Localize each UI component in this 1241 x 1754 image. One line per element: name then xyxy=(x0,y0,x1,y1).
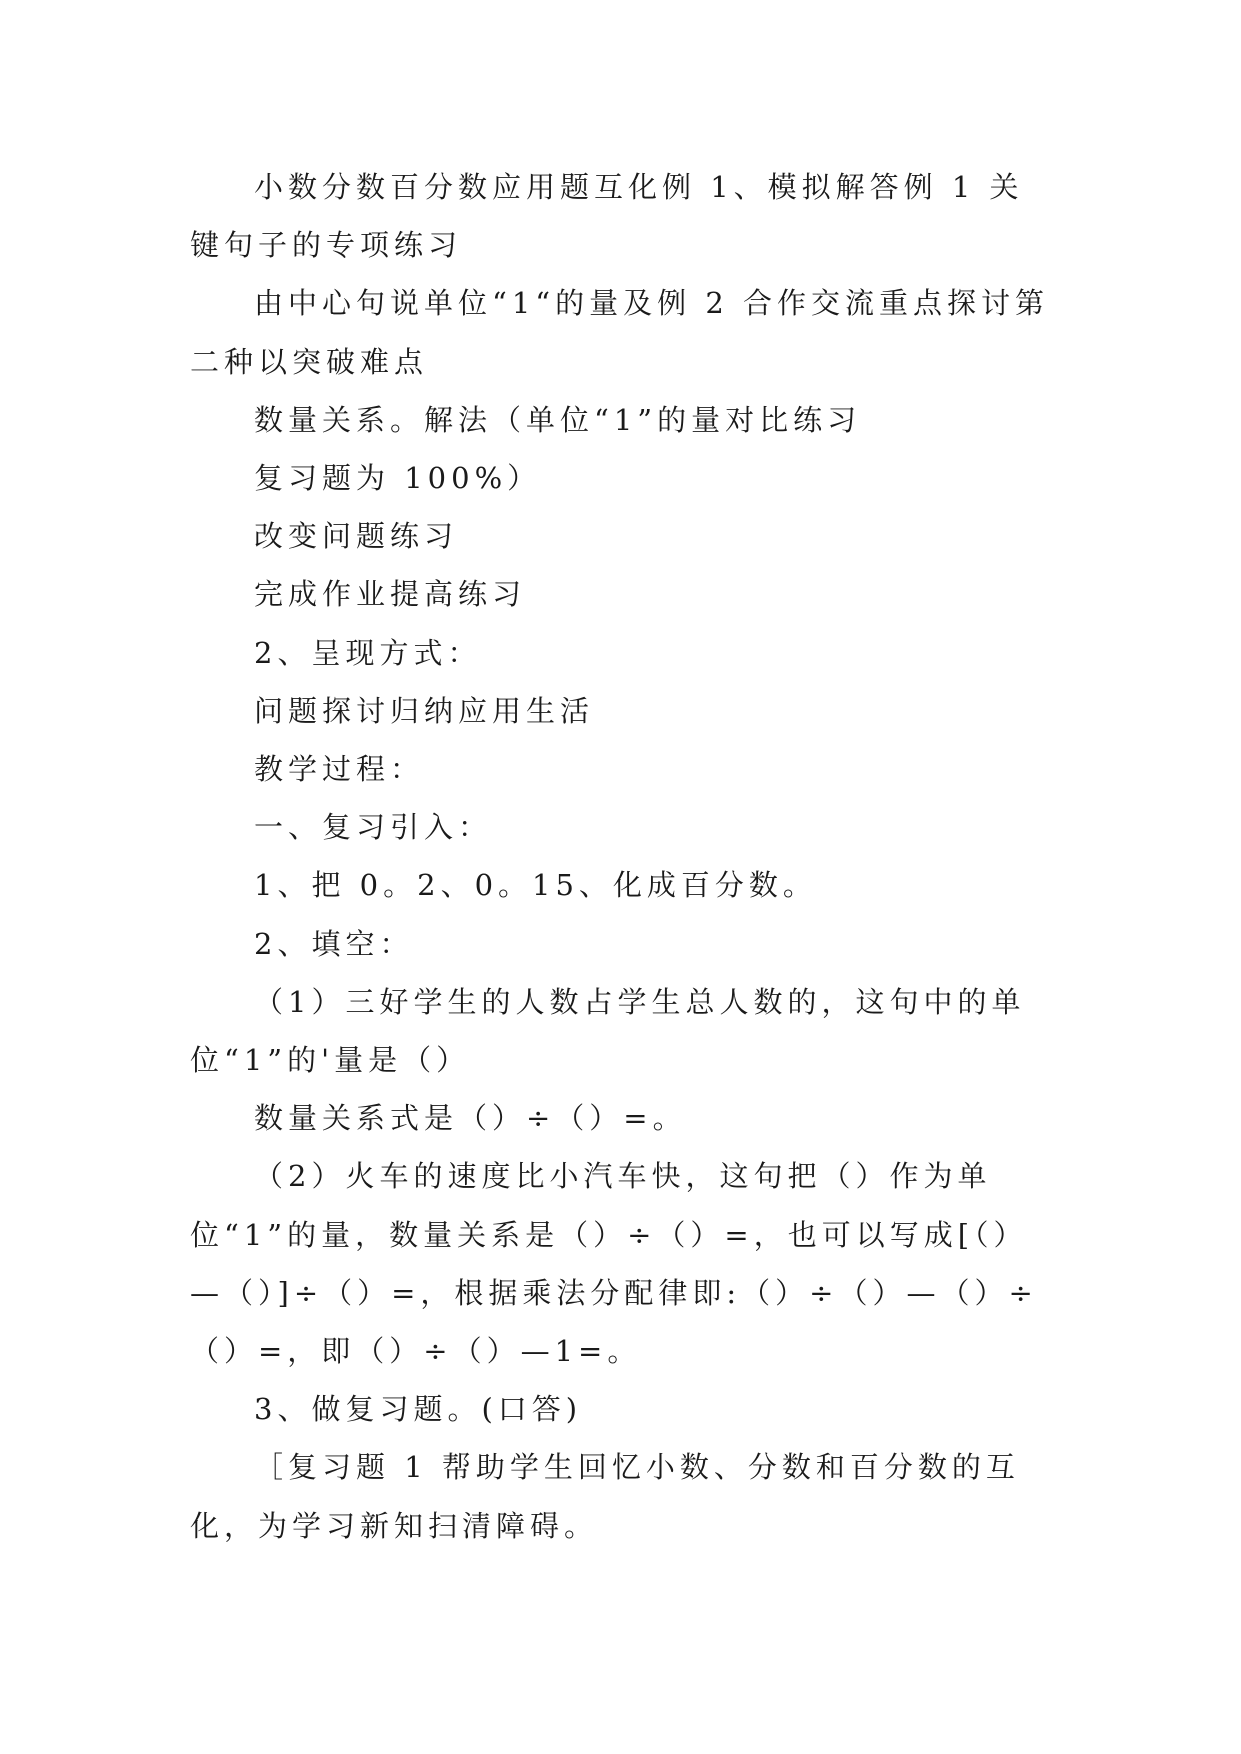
exercise-2-item-1: （1）三好学生的人数占学生总人数的，这句中的单位“1”的'量是（） xyxy=(190,984,1026,1078)
exercise-2-item-1-formula: 数量关系式是（）÷（）=。 xyxy=(254,1101,687,1136)
paragraph-presentation: 2、呈现方式： xyxy=(254,635,482,670)
exercise-3: 3、做复习题。(口答) xyxy=(254,1392,583,1427)
exercise-2-heading: 2、填空： xyxy=(254,926,414,961)
heading-teaching-process: 教学过程： xyxy=(254,752,425,787)
paragraph-change-question: 改变问题练习 xyxy=(254,519,459,554)
paragraph-homework: 完成作业提高练习 xyxy=(254,577,527,612)
review-note: ［复习题 1 帮助学生回忆小数、分数和百分数的互化，为学习新知扫清障碍。 xyxy=(190,1450,1020,1543)
paragraph-review-100: 复习题为 100%） xyxy=(254,461,542,496)
paragraph-title: 小数分数百分数应用题互化例 1、模拟解答例 1 关键句子的专项练习 xyxy=(190,170,1024,263)
exercise-1: 1、把 0。2、0。15、化成百分数。 xyxy=(254,868,817,903)
paragraph-focus: 由中心句说单位“1“的量及例 2 合作交流重点探讨第二种以突破难点 xyxy=(190,286,1049,379)
exercise-2-item-2: （2）火车的速度比小汽车快，这句把（）作为单位“1”的量，数量关系是（）÷（）=，也可以写成[（）—（）]÷（）=，根据乘法分配律即:（）÷（）—（）÷（）=，即（）÷（）—1=。 xyxy=(190,1159,1038,1369)
heading-review-intro: 一、复习引入： xyxy=(254,810,493,845)
paragraph-relation: 数量关系。解法（单位“1”的量对比练习 xyxy=(254,402,862,437)
document-body xyxy=(190,158,1050,1555)
paragraph-steps: 问题探讨归纳应用生活 xyxy=(254,693,595,728)
